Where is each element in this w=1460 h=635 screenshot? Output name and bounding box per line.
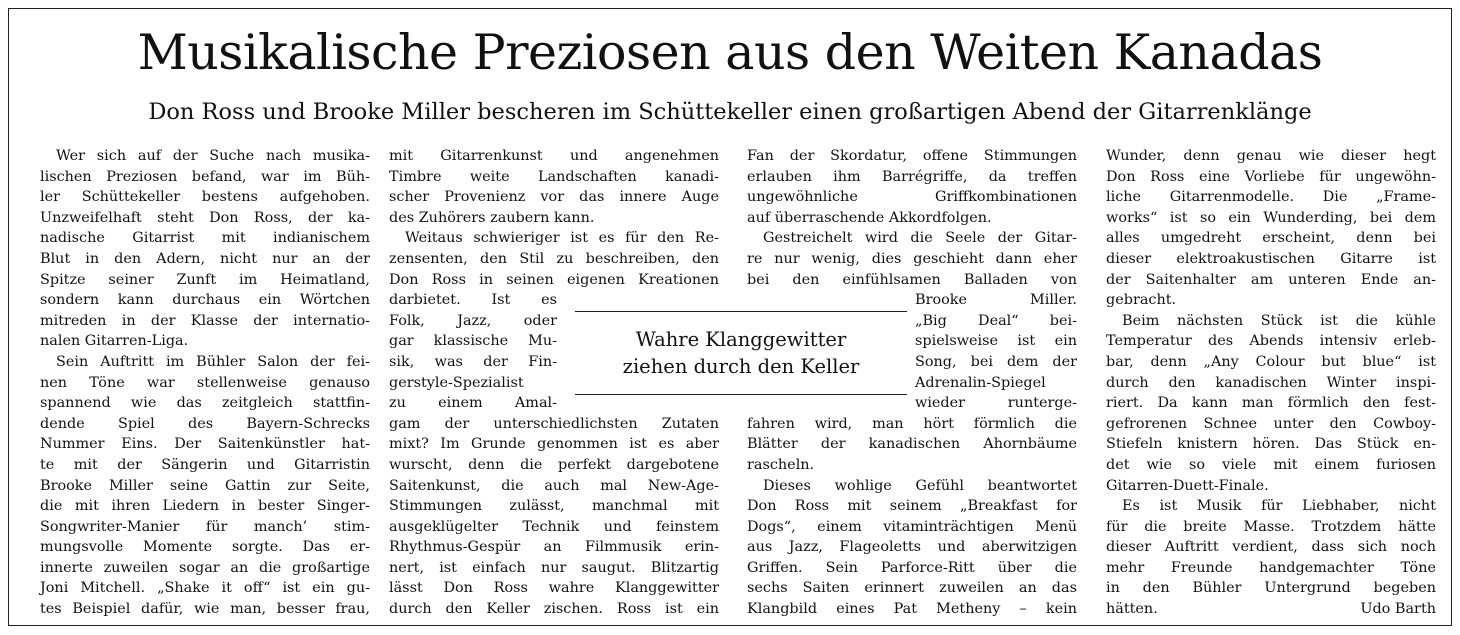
text-line: bei den einfühlsamen Balladen von [747,271,1077,288]
text-line: innerte zuweilen sogar an die großartige [40,559,370,576]
text-line: nert, ist einfach nur saugut. Blitzartig [389,559,719,576]
text-line: Brooke Miller seine Gattin zur Seite, [40,477,370,494]
text-line: Es ist Musik für Liebhaber, nicht [1122,498,1436,515]
text-line: sondern kann durchaus ein Wörtchen [40,292,370,309]
text-line: Spitze seiner Zunft im Heimatland, [40,271,370,288]
text-line: dieser elektroakustischen Gitarre ist [1106,250,1436,267]
text-line: „Big Deal“ bei- [915,312,1077,329]
text-line: darbietet. Ist es [389,292,557,309]
text-line: Griffen. Sein Parforce-Ritt über die [747,559,1077,576]
text-line: spannend wie das zeitgleich stattfin- [40,395,370,412]
text-line: gerstyle-Spezialist [389,374,524,391]
text-line: Gitarren-Duett-Finale. [1106,477,1269,494]
text-line: te mit der Sängerin und Gitarristin [40,456,370,473]
text-line: det wie so viele mit einem furiosen [1106,456,1436,473]
pull-quote-line: Wahre Klanggewitter [635,328,847,351]
text-line: Gestreichelt wird die Seele der Gitar- [763,230,1077,247]
text-line: rascheln. [747,456,815,473]
text-line: Wunder, denn genau wie dieser hegt [1106,148,1436,164]
text-line: re nur wenig, dies geschieht dann eher [747,250,1077,267]
text-line: Stiefeln knistern hören. Das Stück en- [1106,436,1436,453]
text-line: Unzweifelhaft steht Don Ross, der ka- [40,209,370,226]
text-line: Temperatur des Abends intensiv erleb- [1106,333,1436,350]
text-line: wieder runterge- [915,395,1077,412]
text-line: gebracht. [1106,292,1177,309]
text-line: wurscht, denn die perfekt dargebotene [389,456,719,473]
text-line: tes Beispiel dafür, wie man, besser frau, [40,601,370,618]
text-line: Nummer Eins. Der Saitenkünstler hat- [40,436,370,453]
text-line: durch den kanadischen Winter inspi- [1106,374,1436,391]
text-line: spielsweise ist ein [915,333,1077,350]
text-line: bar, denn „Any Colour but blue“ ist [1106,353,1436,370]
text-line: zensenten, den Stil zu beschreiben, den [389,250,719,267]
text-line: liche Gitarrenmodelle. Die „Frame- [1106,189,1436,206]
text-line: des Zuhörers zaubern kann. [389,209,595,226]
text-line: lässt Don Ross wahre Klanggewitter [389,580,719,597]
text-line: auf überraschende Akkordfolgen. [747,209,992,226]
text-line: dieser Auftritt verdient, dass sich noch [1106,539,1436,556]
text-line: Dieses wohlige Gefühl beantwortet [763,477,1077,494]
pull-quote-line: ziehen durch den Keller [622,355,860,378]
author-byline: Udo Barth [1360,601,1436,618]
text-line: mitreden in der Klasse der internatio- [40,312,370,329]
text-line: Don Ross eine Vorliebe für ungewöhn- [1106,168,1436,185]
text-line: Klangbild eines Pat Metheny – kein [747,601,1077,618]
text-line: gar klassische Mu- [389,333,557,350]
article-column-4 [1106,146,1436,620]
text-line: Blätter der kanadischen Ahornbäume [747,436,1077,453]
text-line: scher Provenienz vor das innere Auge [389,189,719,206]
text-line: mit Gitarrenkunst und angenehmen [389,148,719,164]
text-line: durch den Keller zischen. Ross ist ein [389,601,719,618]
text-line: fahren wird, man hört förmlich die [747,415,1077,432]
text-line: in den Bühler Untergrund begeben [1106,580,1436,597]
text-line: Wer sich auf der Suche nach musika- [56,148,370,164]
text-line: lischen Preziosen befand, war im Büh- [40,168,370,185]
text-line: die mit ihren Liedern in bester Singer- [40,498,370,515]
text-line: Rhythmus-Gespür an Filmmusik erin- [389,539,719,556]
text-line: nalen Gitarren-Liga. [40,333,189,350]
text-line: Song, bei dem der [915,353,1077,370]
text-line: Fan der Skordatur, offene Stimmungen [747,148,1077,164]
text-line: Sein Auftritt im Bühler Salon der fei- [56,353,370,370]
article-column-1 [40,146,370,620]
text-line: Don Ross mit seinem „Breakfast for [747,498,1077,515]
text-line: works“ ist so ein Wunderding, bei dem [1106,209,1436,226]
text-line: Timbre weite Landschaften kanadi- [389,168,719,185]
article-frame [8,8,1452,626]
text-line: Folk, Jazz, oder [389,312,557,329]
text-line: hätten. [1106,601,1158,618]
text-line: Songwriter-Manier für manch’ stim- [40,518,370,535]
text-line: Don Ross in seinen eigenen Kreationen [389,271,719,288]
text-line: mixt? Im Grunde genommen ist es aber [389,436,719,453]
subheadline: Don Ross und Brooke Miller bescheren im Schüttekeller einen großartigen Abend der Gitarrenklänge [148,99,1312,125]
text-line: Beim nächsten Stück ist die kühle [1122,312,1436,329]
text-line: ler Schüttekeller bestens aufgehoben. [40,189,370,206]
text-line: Brooke Miller. [915,292,1077,309]
text-line: Weitaus schwieriger ist es für den Re- [405,230,719,247]
text-line: Adrenalin-Spiegel [915,374,1046,391]
text-line: sechs Saiten erinnert zuweilen an das [747,580,1077,597]
text-line: gefrorenen Schnee unter den Cowboy- [1106,415,1436,432]
text-line: Saitenkunst, die auch mal New-Age- [389,477,719,494]
text-line: ausgeklügelter Technik und feinstem [389,518,719,535]
text-line: nen Töne war stellenweise genauso [40,374,370,391]
text-line: ungewöhnliche Griffkombinationen [747,189,1077,206]
text-line: mungsvolle Momente sorgte. Das er- [40,539,370,556]
text-line: nadische Gitarrist mit indianischem [40,230,370,247]
text-line: Stimmungen zulässt, manchmal mit [389,498,719,515]
text-line: der Saitenhalter am unteren Ende an- [1106,271,1436,288]
text-line: dende Spiel des Bayern-Schrecks [40,415,370,432]
text-line: Joni Mitchell. „Shake it off“ ist ein gu- [40,580,370,597]
final-line [1106,599,1436,620]
text-line: für die breite Masse. Trotzdem hätte [1106,518,1436,535]
text-line: aus Jazz, Flageoletts und aberwitzigen [747,539,1077,556]
text-line: mehr Freunde handgemachter Töne [1106,559,1436,576]
text-line: riert. Da kann man förmlich den fest- [1106,395,1436,412]
text-line: Blut in den Adern, nicht nur an der [40,250,370,267]
text-line: sik, was der Fin- [389,353,557,370]
headline: Musikalische Preziosen aus den Weiten Kanadas [137,24,1323,81]
text-line: Dogs“, einem vitaminträchtigen Menü [747,518,1077,535]
text-line: zu einem Amal- [389,395,557,412]
text-line: gam der unterschiedlichsten Zutaten [389,415,719,432]
article-column-3 [747,146,1077,620]
text-line: erlauben ihm Barrégriffe, da treffen [747,168,1077,185]
text-line: alles umgedreht erscheint, denn bei [1106,230,1436,247]
